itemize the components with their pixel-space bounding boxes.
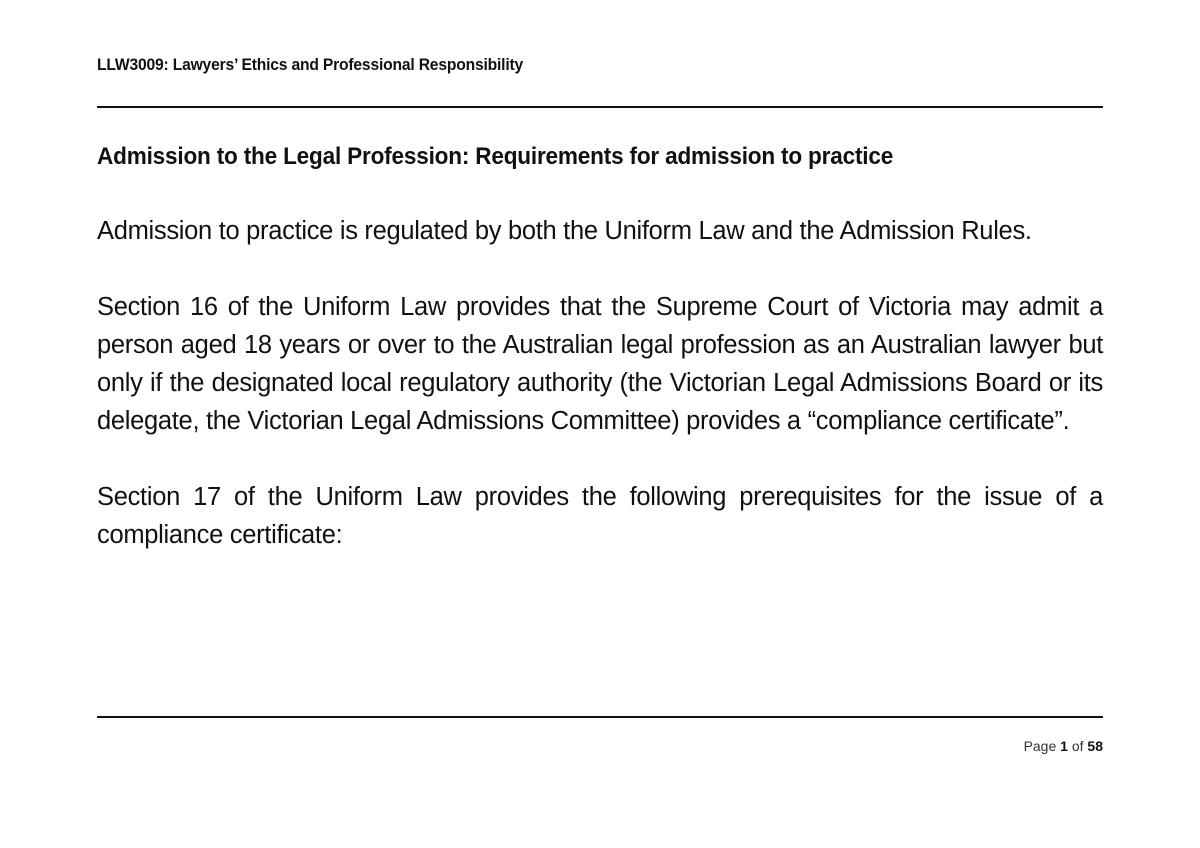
page-label: Page bbox=[1023, 738, 1057, 754]
page-current: 1 bbox=[1060, 738, 1068, 754]
of-label: of bbox=[1071, 738, 1084, 754]
running-header-title: LLW3009: Lawyers’ Ethics and Professional Responsibility bbox=[97, 55, 524, 74]
paragraph-section-17: Section 17 of the Uniform Law provides the following prerequisites for the issue of a compliance certificate: bbox=[97, 483, 1103, 549]
footer-divider bbox=[97, 716, 1103, 718]
section-heading: Admission to the Legal Profession: Requirements for admission to practice bbox=[97, 143, 894, 170]
paragraph-section-16: Section 16 of the Uniform Law provides that the Supreme Court of Victoria may admit a person aged 18 years or over to the Australian legal profession as an Australian lawyer but only if the designated local regulatory authority (the Victorian Legal Admissions Board or its delegate, the Victorian Legal Admissions Committee) provides a “compliance certificate”. bbox=[97, 293, 1103, 435]
page-total: 58 bbox=[1087, 738, 1103, 754]
header-divider bbox=[97, 106, 1103, 108]
page-number bbox=[1024, 738, 1103, 754]
page-content bbox=[97, 140, 1103, 592]
paragraph-intro: Admission to practice is regulated by both the Uniform Law and the Admission Rules. bbox=[97, 217, 1032, 245]
